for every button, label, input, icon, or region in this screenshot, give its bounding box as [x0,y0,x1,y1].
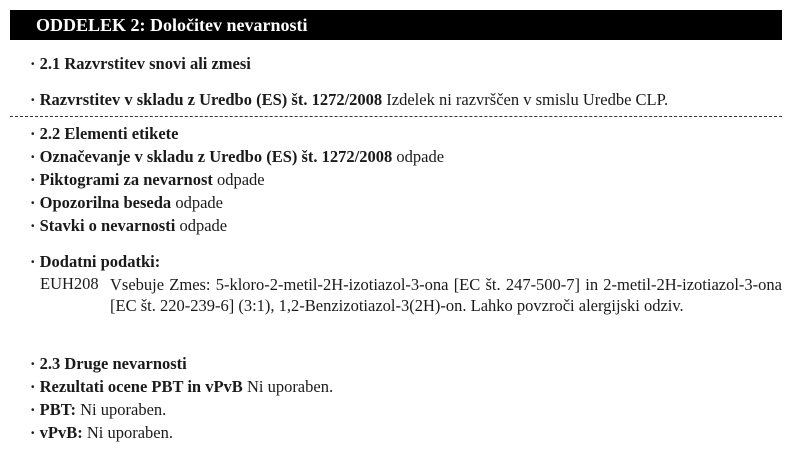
signal-word-row [30,193,223,213]
section-title: ODDELEK 2: Določitev nevarnosti [10,10,782,40]
classification-row [30,90,668,110]
subsection-2-3-heading: · 2.3 Druge nevarnosti [30,354,187,373]
signal-word-value: odpade [171,193,223,212]
euh-statement: Vsebuje Zmes: 5-kloro-2-metil-2H-izotiazol-3-ona [EC št. 247-500-7] in 2-metil-2H-izotiazol-3-ona [EC št. 220-239-6] (3:1), 1,2-Benzizotiazol-3(2H)-on. Lahko povzroči alergijski odziv. [110,275,782,315]
signal-word-label: · Opozorilna beseda [30,193,172,212]
labelling-row [30,147,444,167]
section-divider [10,116,782,117]
pbt-results-row [30,377,333,397]
classification-label: · Razvrstitev v skladu z Uredbo (ES) št. 1272/2008 [30,90,383,109]
subsection-2-2-heading: · 2.2 Elementi etikete [30,124,179,143]
pbt-value: Ni uporaben. [76,400,167,419]
subsection-2-1-heading: · 2.1 Razvrstitev snovi ali zmesi [30,54,251,73]
euh-code: EUH208 [40,274,99,293]
vpvb-label: · vPvB: [30,423,83,442]
vpvb-row [30,423,173,443]
pbt-row [30,400,166,420]
pbt-results-value: Ni uporaben. [242,377,334,396]
labelling-value: odpade [392,147,445,166]
pictograms-label: · Piktogrami za nevarnost [30,170,213,189]
classification-value: Izdelek ni razvrščen v smislu Uredbe CLP. [382,90,669,109]
labelling-label: · Označevanje v skladu z Uredbo (ES) št. 1272/2008 [30,147,393,166]
hazard-statements-label: · Stavki o nevarnosti [30,216,176,235]
pbt-label: · PBT: [30,400,76,419]
hazard-statements-value: odpade [175,216,228,235]
vpvb-value: Ni uporaben. [82,423,173,442]
additional-info-heading: · Dodatni podatki: [30,252,161,271]
pbt-results-label: · Rezultati ocene PBT in vPvB [30,377,243,396]
pictograms-row [30,170,265,190]
pictograms-value: odpade [212,170,265,189]
hazard-statements-row [30,216,227,236]
